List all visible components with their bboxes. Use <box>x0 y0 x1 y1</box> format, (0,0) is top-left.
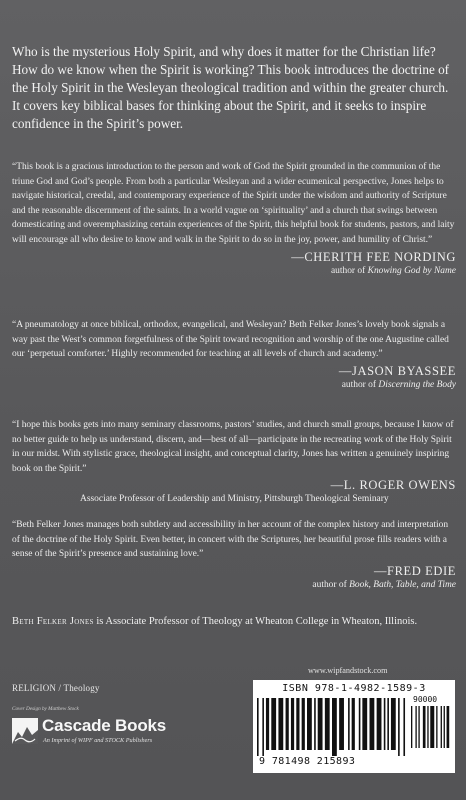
barcode-bar <box>387 698 389 750</box>
barcode-bar <box>352 698 355 750</box>
barcode-bar <box>266 698 269 750</box>
publisher-logo-block <box>12 716 222 752</box>
barcode-bar <box>314 698 316 750</box>
barcode-bar <box>418 706 419 748</box>
endorsement-edie <box>12 518 456 592</box>
barcode-bar <box>262 698 264 756</box>
author-bio: Beth Felker Jones is Associate Professor of Theology at Wheaton College in Wheaton, Illinois. <box>12 616 418 627</box>
barcode-bar <box>415 706 416 748</box>
barcode-bar <box>271 698 276 750</box>
barcode-bar <box>359 698 361 750</box>
barcode-bar <box>370 698 375 750</box>
barcode-bar <box>339 698 344 750</box>
endorser-affiliation: author of Knowing God by Name <box>330 265 456 276</box>
barcode-bar <box>362 698 367 750</box>
barcode-bar <box>391 698 396 750</box>
barcode-bar <box>286 698 289 750</box>
endorsement-owens <box>12 418 456 506</box>
barcode-bar <box>278 698 283 750</box>
publisher-logo-icon <box>12 718 38 744</box>
subject-category: RELIGION / Theology <box>12 683 100 693</box>
barcode-addon-number: 90000 <box>413 695 438 704</box>
endorsement-quote: “I hope this books gets into many seminary classrooms, pastors’ studies, and church small groups, because I know of no better guide to help us understand, discern, and—best of all—participate in the recreating work of the Holy Spirit in our midst. With stylistic grace, theological insight, and conceptual clarity, Jones has written a genuinely inspiring book on the Spirit.” <box>12 420 454 474</box>
barcode-bar <box>398 698 400 756</box>
endorsement-quote: “A pneumatology at once biblical, orthodox, evangelical, and Wesleyan? Beth Felker Jones’s lovely book signals a way past the West’s common forgetfulness of the Spirit toward recognition and worship of the one Augustine called our ‘perpetual comforter.’ Highly recommended for teaching at all levels of church and academy.” <box>12 320 449 360</box>
endorser-affiliation: author of Book, Bath, Table, and Time <box>312 579 456 590</box>
endorsement-nording <box>12 160 456 278</box>
intro-paragraph: Who is the mysterious Holy Spirit, and why does it matter for the Christian life? How do we know when the Spirit is working? This book introduces the doctrine of the Holy Spirit in the Wesleyan theological tradition and within the greater church. It covers key biblical bases for thinking about the Spirit, and it seeks to inspire confidence in the Spirit’s power. <box>12 44 450 131</box>
barcode-bar <box>411 706 412 748</box>
cover-design-credit: Cover Design by Matthew Stock <box>12 706 79 712</box>
barcode <box>253 680 455 773</box>
barcode-bar <box>318 698 323 750</box>
barcode-bar <box>302 698 305 750</box>
endorsement-quote: “Beth Felker Jones manages both subtlety and accessibility in her account of the complex history and interpretation of the doctrine of the Holy Spirit. Even better, in concert with the Scriptures, her beautiful prose fills readers with a sense of the Spirit’s presence and sustaining love.” <box>12 520 449 560</box>
barcode-bar <box>307 698 312 750</box>
barcode-bar <box>444 706 445 748</box>
barcode-bar <box>430 706 434 748</box>
barcode-bar <box>403 698 405 756</box>
endorser-name: —JASON BYASSEE <box>338 363 456 378</box>
ean-number: 9 781498 215893 <box>259 756 356 767</box>
barcode-bar <box>427 706 428 748</box>
barcode-bar <box>377 698 382 750</box>
endorser-affiliation: author of Discerning the Body <box>341 379 456 390</box>
addon-barcode-bars <box>411 706 451 754</box>
barcode-bar <box>384 698 386 750</box>
endorser-name: —L. ROGER OWENS <box>330 478 456 493</box>
publisher-name: Cascade Books <box>42 716 167 735</box>
endorser-name: —FRED EDIE <box>373 563 456 578</box>
barcode-bar <box>296 698 299 750</box>
barcode-bar <box>436 706 437 748</box>
barcode-bar <box>447 706 450 748</box>
barcode-bar <box>257 698 259 756</box>
author-name: Beth Felker Jones <box>12 616 94 627</box>
barcode-bar <box>325 698 330 750</box>
barcode-bar <box>423 706 426 748</box>
endorsement-byassee <box>12 318 456 392</box>
ean-barcode-bars <box>257 698 407 756</box>
endorsement-quote: “This book is a gracious introduction to the person and work of God the Spirit grounded in the communion of the triune God and God’s people. From both a particular Wesleyan and a wider ecumenical perspective, Jones helps to navigate historical, creedal, and contemporary experience of the Spirit under the wisdom and authority of Scripture and the reasonable discernment of the saints. In a world vague on ‘spirituality’ and a church that swings between domesticating and overemphasizing certain experiences of the Spirit, this helpful book for students, pastors, and laity will encourage all who desire to know and walk in the Spirit to do so in the joy, power, and humility of Christ.” <box>12 162 455 245</box>
endorser-name: —CHERITH FEE NORDING <box>291 249 456 264</box>
publisher-website: www.wipfandstock.com <box>308 666 388 675</box>
barcode-bar <box>291 698 294 750</box>
isbn-label: ISBN 978-1-4982-1589-3 <box>282 683 426 694</box>
barcode-bar <box>332 698 337 756</box>
barcode-bar <box>441 706 442 748</box>
barcode-bar <box>348 698 350 750</box>
endorser-affiliation: Associate Professor of Leadership and Ministry, Pittsburgh Theological Seminary <box>80 494 389 505</box>
publisher-imprint: An Imprint of WIPF and STOCK Publishers <box>43 737 153 744</box>
